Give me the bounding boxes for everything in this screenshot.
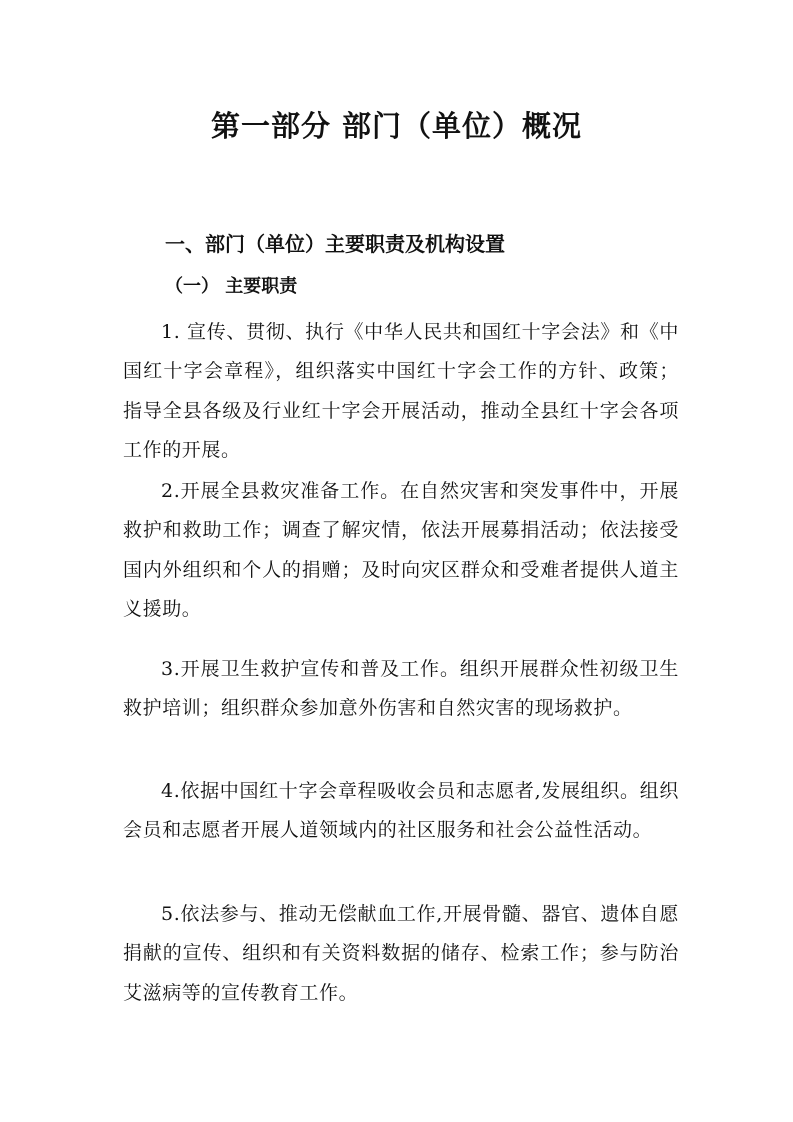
paragraph-duty-5: 5.依法参与、推动无偿献血工作,开展骨髓、器官、遗体自愿捐献的宣传、组织和有关资料数据的储存、检索工作；参与防治艾滋病等的宣传教育工作。	[123, 903, 679, 1004]
page-title: 第一部分 部门（单位）概况	[210, 109, 583, 143]
paragraph-duty-2: 2.开展全县救灾准备工作。在自然灾害和突发事件中，开展救护和救助工作；调查了解灾情，依法开展募捐活动；依法接受国内外组织和个人的捐赠；及时向灾区群众和受难者提供人道主义援助。	[123, 480, 679, 621]
sub-heading: （一） 主要职责	[165, 276, 298, 297]
section-heading: 一、部门（单位）主要职责及机构设置	[165, 232, 505, 256]
paragraph-duty-1: 1. 宣传、贯彻、执行《中华人民共和国红十字会法》和《中国红十字会章程》，组织落实中国红十字会工作的方针、政策；指导全县各级及行业红十字会开展活动，推动全县红十字会各项工作的开展。	[123, 321, 679, 462]
paragraph-duty-4: 4.依据中国红十字会章程吸收会员和志愿者,发展组织。组织会员和志愿者开展人道领域内的社区服务和社会公益性活动。	[123, 780, 679, 842]
paragraph-duty-3: 3.开展卫生救护宣传和普及工作。组织开展群众性初级卫生救护培训；组织群众参加意外伤害和自然灾害的现场救护。	[123, 658, 679, 720]
